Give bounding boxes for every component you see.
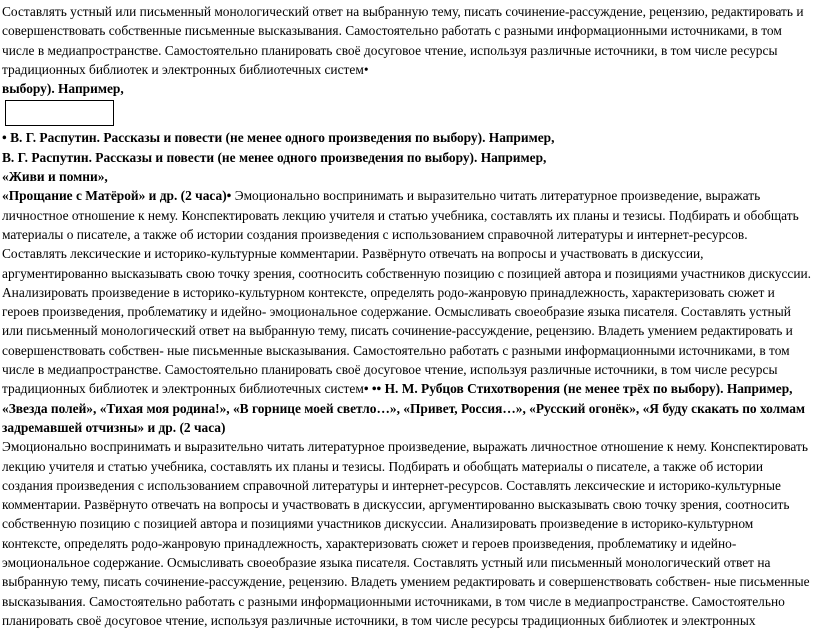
bullet-markers: • •• — [363, 381, 382, 397]
bullet-marker: • — [363, 61, 369, 77]
paragraph-rubtsov-activities: Эмоционально воспринимать и выразительно читать литературное произведение, выражать личностное отношение к нему. Конспектировать лекцию учителя и статью учебника, составлять их планы и тезисы. Подбирать и обобщать материалы о писателе, а также об истории создания произведения с использованием справочной литературы и интернет-ресурсов. Составлять лексические и историко-культурные комментарии. Развёрнуто отвечать на вопросы и участвовать в дискуссии, аргументированно высказывать свою точку зрения, соотносить собственную позицию с позицией автора и позициями участников дискуссии. Анализировать произведение в историко-культурном контексте, определять родо-жанровую принадлежность, характеризовать сюжет и героев произведения, проблематику и идейно- эмоциональное содержание. Осмысливать своеобразие языка писателя. Составлять устный или письменный монологический ответ на выбранную тему, писать сочинение-рассуждение, рецензию. Владеть умением редактировать и совершенствовать собствен- ные письменные высказывания. Самостоятельно работать с разными информационными источниками, в том числе в медиапространстве. Самостоятельно планировать своё досуговое чтение, используя различные источники, в том числе ресурсы традиционных библиотек и электронных — [2, 439, 810, 628]
paragraph-intro — [2, 2, 812, 79]
empty-box — [5, 100, 114, 126]
bullet-marker: • — [2, 130, 7, 146]
heading-rasputin-1-text: В. Г. Распутин. Рассказы и повести (не менее одного произведения по выбору). Например, — [10, 130, 555, 146]
paragraph-rasputin-text: Эмоционально воспринимать и выразительно читать литературное произведение, выражать личностное отношение к нему. Конспектировать лекцию учителя и статью учебника, составлять их планы и тезисы. Подбирать и обобщать материалы о писателе, а также об истории создания произведения с использованием справочной литературы и интернет-ресурсов. Составлять лексические и историко-культурные комментарии. Развёрнуто отвечать на вопросы и участвовать в дискуссии, аргументированно высказывать свою точку зрения, соотносить собственную позицию с позицией автора и позициями участников дискуссии. Анализировать произведение в историко-культурном контексте, определять родо-жанровую принадлежность, характеризовать сюжет и героев произведения, проблематику и идейно- эмоциональное содержание. Осмысливать своеобразие языка писателя. Составлять устный или письменный монологический ответ на выбранную тему, писать сочинение-рассуждение, рецензию. Владеть умением редактировать и совершенствовать собствен- ные письменные высказывания. Самостоятельно работать с разными информационными источниками, в том числе в медиапространстве. Самостоятельно планировать своё досуговое чтение, используя различные источники, в том числе ресурсы традиционных библиотек и электронных библиотечных систем — [2, 188, 812, 397]
heading-work-title-2: «Прощание с Матёрой» и др. (2 часа) — [2, 188, 227, 204]
heading-work-title: «Живи и помни», — [2, 169, 108, 185]
heading-rubtsov: Н. М. Рубцов Стихотворения (не менее трёх по выбору). Например, «Звезда полей», «Тихая моя родина!», «В горнице моей светло…», «Привет, Россия…», «Русский огонёк», «Я буду скакать по холмам задремавшей отчизны» и др. (2 часа) — [2, 381, 806, 435]
paragraph-intro-text: Составлять устный или письменный монологический ответ на выбранную тему, писать сочинение-рассуждение, рецензию, редактировать и совершенствовать собственные письменные высказывания. Самостоятельно работать с разными информационными источниками, в том числе в медиапространстве. Самостоятельно планировать своё досуговое чтение, используя различные источники, в том числе ресурсы традиционных библиотек и электронных библиотечных систем — [2, 4, 804, 77]
heading-rasputin-2: В. Г. Распутин. Рассказы и повести (не менее одного произведения по выбору). Например, — [2, 149, 547, 165]
paragraph-example-lead: выбору). Например, — [2, 81, 124, 97]
heading-rasputin-1 — [2, 128, 812, 147]
paragraph-rasputin-activities — [2, 186, 812, 437]
bullet-marker: • — [226, 188, 232, 204]
